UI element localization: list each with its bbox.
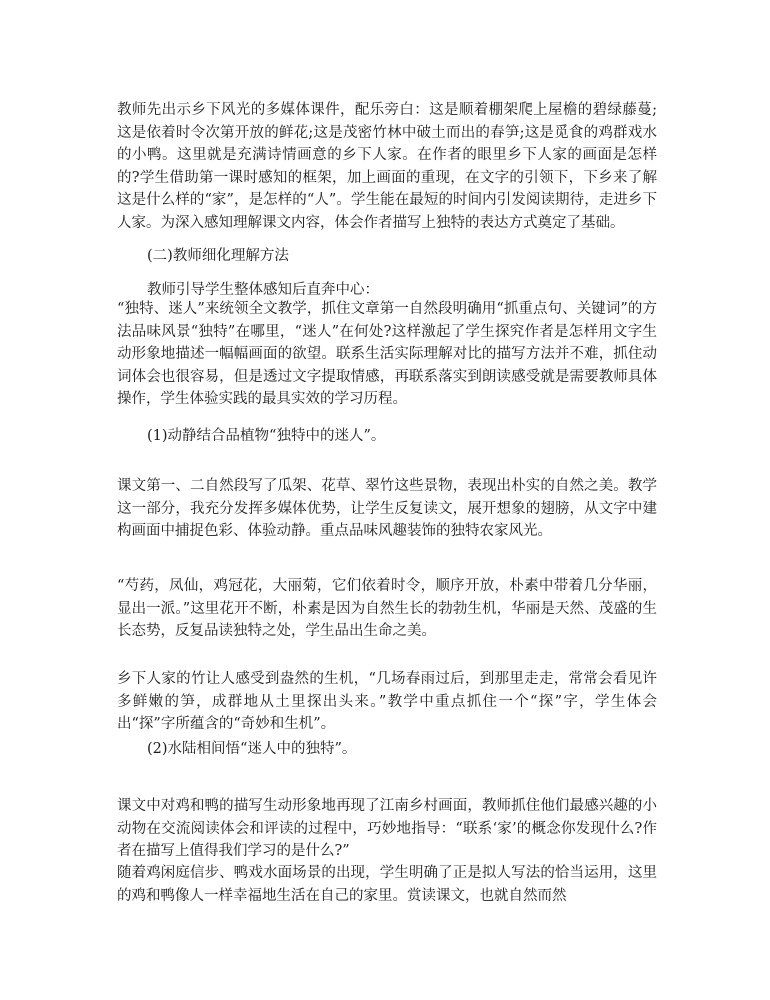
paragraph-personification: 随着鸡闲庭信步、鸭戏水面场景的出现，学生明确了正是拟人写法的恰当运用，这里的鸡和鸭像人一样幸福地生活在自己的家里。赏读课文，也就自然而然: [117, 865, 657, 904]
paragraph-chicken-duck: 课文中对鸡和鸭的描写生动形象地再现了江南乡村画面，教师抓住他们最感兴趣的小动物在交流阅读体会和评读的过程中，巧妙地指导：“联系‘家’的概念你发现什么?作者在描写上值得我们学习的是什么?”: [117, 798, 657, 859]
paragraph-unique-charming: “独特、迷人”来统领全文教学，抓住文章第一自然段明确用“抓重点句、关键词”的方法品味风景“独特”在哪里，“迷人”在何处?这样激起了学生探究作者是怎样用文字生动形象地描述一幅幅画面的欲望。联系生活实际理解对比的描写方法并不难，抓住动词体会也很容易，但是透过文字提取情感，再联系落实到朗读感受就是需要教师具体操作，学生体验实践的最具实效的学习历程。: [117, 301, 657, 407]
paragraph-bamboo: 乡下人家的竹让人感受到盎然的生机，“几场春雨过后，到那里走走，常常会看见许多鲜嫩的笋，成群地从土里探出头来。”教学中重点抓住一个“探”字，学生体会出“探”字所蕴含的“奇妙和生机”。: [117, 671, 657, 732]
section-heading-teacher-method: (二)教师细化理解方法: [147, 248, 289, 264]
subsection-heading-water-land: (2)水陆相间悟“迷人中的独特”。: [147, 741, 357, 757]
paragraph-intro-courseware: 教师先出示乡下风光的多媒体课件，配乐旁白：这是顺着棚架爬上屋檐的碧绿藤蔓;这是依着时令次第开放的鲜花;这是茂密竹林中破土而出的春笋;这是觅食的鸡群戏水的小鸭。这里就是充满诗情画意的乡下人家。在作者的眼里乡下人家的画面是怎样的?学生借助第一课时感知的框架，加上画面的重现，在文字的引领下，下乡来了解这是什么样的“家”，是怎样的“人”。学生能在最短的时间内引发阅读期待，走进乡下人家。为深入感知理解课文内容，体会作者描写上独特的表达方式奠定了基础。: [117, 102, 657, 231]
paragraph-teacher-guide-intro: 教师引导学生整体感知后直奔中心：: [147, 282, 379, 298]
paragraph-flowers: “芍药，凤仙，鸡冠花，大丽菊，它们依着时令，顺序开放，朴素中带着几分华丽，显出一派。”这里花开不断，朴素是因为自然生长的勃勃生机，华丽是天然、茂盛的生长态势，反复品读独特之处，学生品出生命之美。: [117, 578, 657, 639]
subsection-heading-plants: (1)动静结合品植物“独特中的迷人”。: [147, 428, 386, 444]
document-page: [117, 0, 657, 1000]
paragraph-scenery-lesson: 课文第一、二自然段写了瓜架、花草、翠竹这些景物，表现出朴实的自然之美。教学这一部分，我充分发挥多媒体优势，让学生反复读文，展开想象的翅膀，从文字中建构画面中捕捉色彩、体验动静。重点品味风趣装饰的独特农家风光。: [117, 478, 657, 539]
